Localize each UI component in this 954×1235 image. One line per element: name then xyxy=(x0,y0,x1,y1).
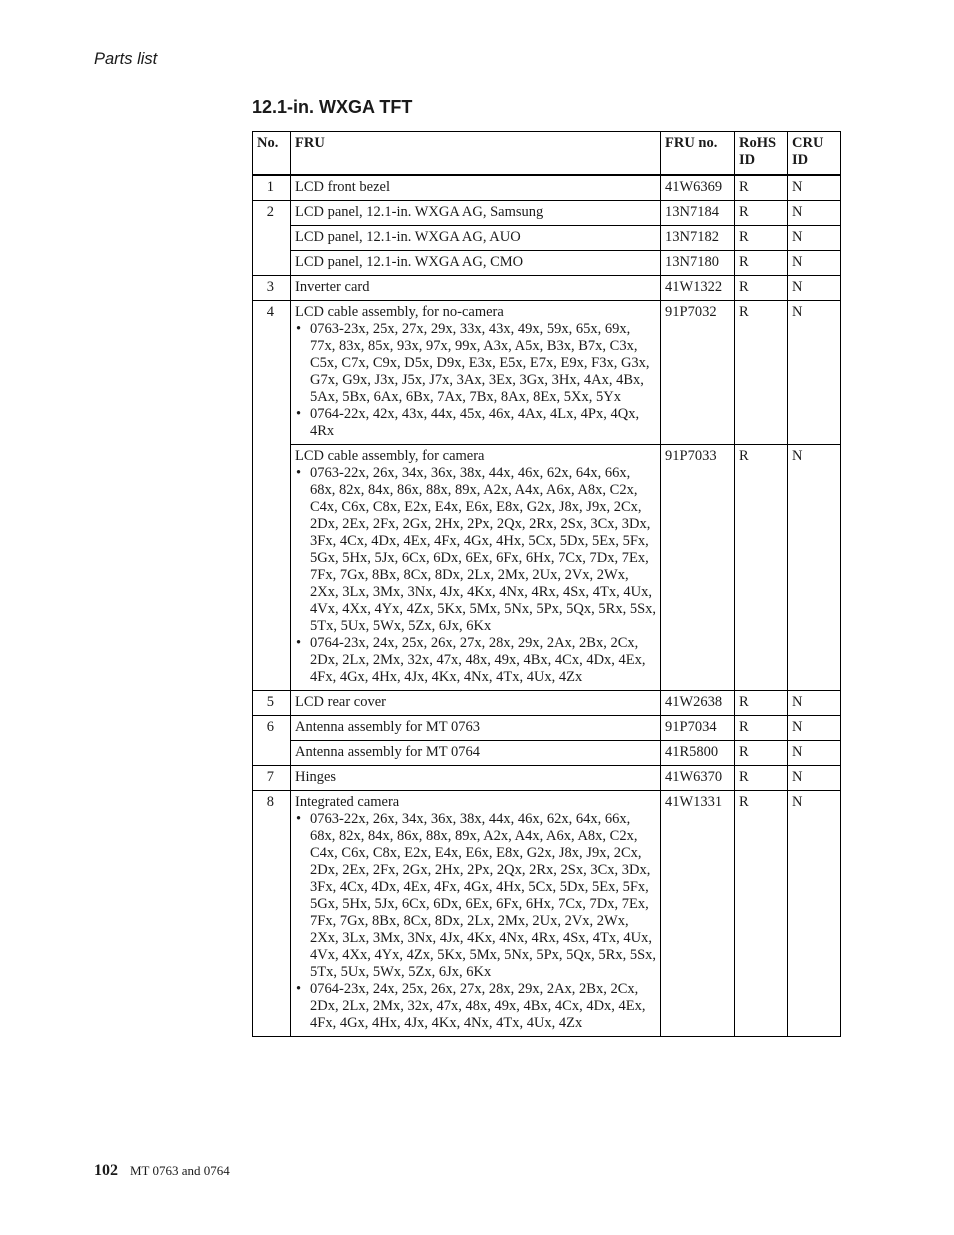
page-number: 102 xyxy=(94,1162,118,1179)
table-row xyxy=(253,791,841,1037)
fru-description xyxy=(291,741,661,766)
fru-description xyxy=(291,445,661,691)
fru-number: 91P7032 xyxy=(661,301,735,445)
fru-name: LCD panel, 12.1-in. WXGA AG, AUO xyxy=(295,229,521,245)
cru-id: N xyxy=(788,716,841,741)
table-row xyxy=(253,251,841,276)
item-number: 4 xyxy=(253,301,291,691)
model-list-item: • 0763-23x, 25x, 27x, 29x, 33x, 43x, 49x, 59x, 65x, 69x, 77x, 83x, 85x, 93x, 97x, 99x, A3x, A5x, B3x, B7x, C3x, C5x, C7x, C9x, D5x, D9x, E3x, E5x, E7x, E9x, F3x, G3x, G7x, G9x, J3x, J5x, J7x, 3Ax, 3Ex, 3Gx, 3Hx, 4Ax, 4Bx, 5Ax, 5Bx, 6Ax, 6Bx, 7Ax, 7Bx, 8Ax, 8Ex, 5Xx, 5Yx xyxy=(295,321,656,406)
fru-description xyxy=(291,175,661,201)
item-number: 1 xyxy=(253,175,291,201)
rohs-id: R xyxy=(735,201,788,226)
fru-name: LCD panel, 12.1-in. WXGA AG, Samsung xyxy=(295,204,544,220)
table-row xyxy=(253,226,841,251)
rohs-id: R xyxy=(735,791,788,1037)
cru-id: N xyxy=(788,251,841,276)
table-row xyxy=(253,691,841,716)
cru-id: N xyxy=(788,226,841,251)
footer-text: MT 0763 and 0764 xyxy=(130,1163,230,1178)
fru-number: 13N7184 xyxy=(661,201,735,226)
fru-description xyxy=(291,691,661,716)
fru-number: 41W6370 xyxy=(661,766,735,791)
cru-id: N xyxy=(788,766,841,791)
cru-id: N xyxy=(788,741,841,766)
model-list xyxy=(295,811,656,1032)
fru-description xyxy=(291,201,661,226)
column-header-cru-id: CRU ID xyxy=(788,132,841,176)
item-number: 3 xyxy=(253,276,291,301)
cru-id: N xyxy=(788,276,841,301)
fru-description xyxy=(291,251,661,276)
table-row xyxy=(253,766,841,791)
column-header-rohs-id: RoHS ID xyxy=(735,132,788,176)
table-row xyxy=(253,741,841,766)
rohs-id: R xyxy=(735,226,788,251)
rohs-id: R xyxy=(735,276,788,301)
rohs-id: R xyxy=(735,741,788,766)
table-row xyxy=(253,201,841,226)
item-number: 6 xyxy=(253,716,291,766)
section-title: 12.1-in. WXGA TFT xyxy=(252,97,413,117)
item-number: 8 xyxy=(253,791,291,1037)
fru-number: 13N7180 xyxy=(661,251,735,276)
fru-name: LCD rear cover xyxy=(295,694,386,710)
model-list-item: • 0764-23x, 24x, 25x, 26x, 27x, 28x, 29x, 2Ax, 2Bx, 2Cx, 2Dx, 2Lx, 2Mx, 32x, 47x, 48x, 49x, 4Bx, 4Cx, 4Dx, 4Ex, 4Fx, 4Gx, 4Hx, 4Jx, 4Kx, 4Nx, 4Tx, 4Ux, 4Zx xyxy=(295,635,656,686)
fru-number: 91P7033 xyxy=(661,445,735,691)
cru-id: N xyxy=(788,445,841,691)
rohs-id: R xyxy=(735,175,788,201)
rohs-id: R xyxy=(735,766,788,791)
item-number: 2 xyxy=(253,201,291,276)
model-list-item: • 0763-22x, 26x, 34x, 36x, 38x, 44x, 46x, 62x, 64x, 66x, 68x, 82x, 84x, 86x, 88x, 89x, A2x, A4x, A6x, A8x, C2x, C4x, C6x, C8x, E2x, E4x, E6x, E8x, G2x, J8x, J9x, 2Cx, 2Dx, 2Ex, 2Fx, 2Gx, 2Hx, 2Px, 2Qx, 2Rx, 2Sx, 3Cx, 3Dx, 3Fx, 4Cx, 4Dx, 4Ex, 4Fx, 4Gx, 4Hx, 5Cx, 5Dx, 5Ex, 5Fx, 5Gx, 5Hx, 5Jx, 6Cx, 6Dx, 6Ex, 6Fx, 6Hx, 7Cx, 7Dx, 7Ex, 7Fx, 7Gx, 8Bx, 8Cx, 8Dx, 2Lx, 2Mx, 2Ux, 2Vx, 2Wx, 2Xx, 3Lx, 3Mx, 3Nx, 4Jx, 4Kx, 4Nx, 4Rx, 4Sx, 4Tx, 4Ux, 4Vx, 4Xx, 4Yx, 4Zx, 5Kx, 5Mx, 5Nx, 5Px, 5Qx, 5Rx, 5Sx, 5Tx, 5Ux, 5Wx, 5Zx, 6Jx, 6Kx xyxy=(295,465,656,635)
fru-number: 91P7034 xyxy=(661,716,735,741)
fru-description xyxy=(291,276,661,301)
rohs-id: R xyxy=(735,445,788,691)
fru-name: LCD panel, 12.1-in. WXGA AG, CMO xyxy=(295,254,524,270)
column-header-fru: FRU xyxy=(291,132,661,176)
cru-id: N xyxy=(788,691,841,716)
model-list xyxy=(295,465,656,686)
table-row xyxy=(253,175,841,201)
fru-description xyxy=(291,226,661,251)
model-list-item: • 0764-22x, 42x, 43x, 44x, 45x, 46x, 4Ax, 4Lx, 4Px, 4Qx, 4Rx xyxy=(295,406,656,440)
fru-name: LCD cable assembly, for camera xyxy=(295,448,485,464)
fru-name: LCD front bezel xyxy=(295,179,391,195)
fru-name: Hinges xyxy=(295,769,337,785)
fru-name: Inverter card xyxy=(295,279,370,295)
cru-id: N xyxy=(788,175,841,201)
fru-name: Antenna assembly for MT 0764 xyxy=(295,744,480,760)
fru-number: 13N7182 xyxy=(661,226,735,251)
page-footer xyxy=(94,1162,230,1180)
table-row xyxy=(253,445,841,691)
fru-number: 41W2638 xyxy=(661,691,735,716)
model-list xyxy=(295,321,656,440)
table-row xyxy=(253,716,841,741)
fru-description xyxy=(291,791,661,1037)
fru-name: Antenna assembly for MT 0763 xyxy=(295,719,480,735)
fru-name: LCD cable assembly, for no-camera xyxy=(295,304,504,320)
fru-description xyxy=(291,716,661,741)
cru-id: N xyxy=(788,301,841,445)
fru-number: 41W1322 xyxy=(661,276,735,301)
parts-table-body xyxy=(253,175,841,1037)
rohs-id: R xyxy=(735,716,788,741)
fru-number: 41W1331 xyxy=(661,791,735,1037)
item-number: 7 xyxy=(253,766,291,791)
fru-number: 41R5800 xyxy=(661,741,735,766)
rohs-id: R xyxy=(735,251,788,276)
parts-table-header xyxy=(253,132,841,176)
column-header-fru-no: FRU no. xyxy=(661,132,735,176)
table-row xyxy=(253,301,841,445)
fru-description xyxy=(291,766,661,791)
item-number: 5 xyxy=(253,691,291,716)
cru-id: N xyxy=(788,201,841,226)
table-row xyxy=(253,276,841,301)
rohs-id: R xyxy=(735,301,788,445)
model-list-item: • 0764-23x, 24x, 25x, 26x, 27x, 28x, 29x, 2Ax, 2Bx, 2Cx, 2Dx, 2Lx, 2Mx, 32x, 47x, 48x, 49x, 4Bx, 4Cx, 4Dx, 4Ex, 4Fx, 4Gx, 4Hx, 4Jx, 4Kx, 4Nx, 4Tx, 4Ux, 4Zx xyxy=(295,981,656,1032)
column-header-no: No. xyxy=(253,132,291,176)
rohs-id: R xyxy=(735,691,788,716)
fru-description xyxy=(291,301,661,445)
cru-id: N xyxy=(788,791,841,1037)
model-list-item: • 0763-22x, 26x, 34x, 36x, 38x, 44x, 46x, 62x, 64x, 66x, 68x, 82x, 84x, 86x, 88x, 89x, A2x, A4x, A6x, A8x, C2x, C4x, C6x, C8x, E2x, E4x, E6x, E8x, G2x, J8x, J9x, 2Cx, 2Dx, 2Ex, 2Fx, 2Gx, 2Hx, 2Px, 2Qx, 2Rx, 2Sx, 3Cx, 3Dx, 3Fx, 4Cx, 4Dx, 4Ex, 4Fx, 4Gx, 4Hx, 5Cx, 5Dx, 5Ex, 5Fx, 5Gx, 5Hx, 5Jx, 6Cx, 6Dx, 6Ex, 6Fx, 6Hx, 7Cx, 7Dx, 7Ex, 7Fx, 7Gx, 8Bx, 8Cx, 8Dx, 2Lx, 2Mx, 2Ux, 2Vx, 2Wx, 2Xx, 3Lx, 3Mx, 3Nx, 4Jx, 4Kx, 4Nx, 4Rx, 4Sx, 4Tx, 4Ux, 4Vx, 4Xx, 4Yx, 4Zx, 5Kx, 5Mx, 5Nx, 5Px, 5Qx, 5Rx, 5Sx, 5Tx, 5Ux, 5Wx, 5Zx, 6Jx, 6Kx xyxy=(295,811,656,981)
fru-name: Integrated camera xyxy=(295,794,400,810)
running-head: Parts list xyxy=(94,50,158,68)
fru-number: 41W6369 xyxy=(661,175,735,201)
parts-table xyxy=(252,131,841,1037)
